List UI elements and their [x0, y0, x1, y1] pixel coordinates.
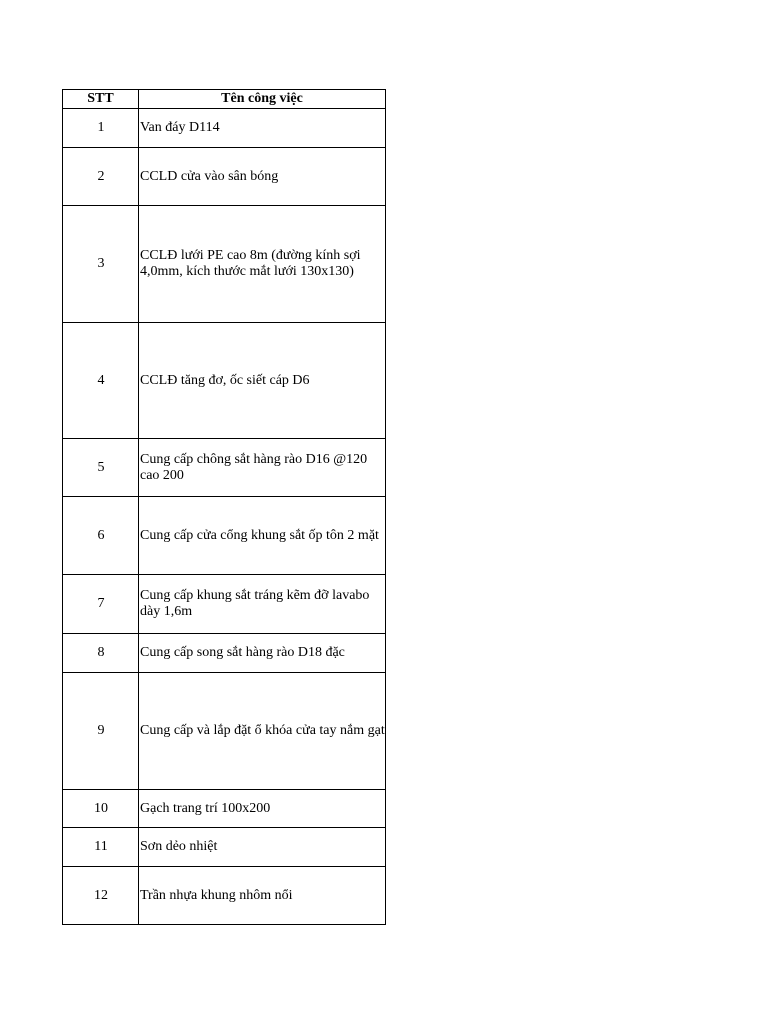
table-row [63, 790, 386, 828]
stt-cell: 5 [63, 439, 139, 497]
stt-cell: 4 [63, 323, 139, 439]
table-row [63, 323, 386, 439]
work-items-table [62, 89, 386, 925]
stt-cell: 9 [63, 673, 139, 790]
spreadsheet-page [62, 89, 385, 925]
header-name: Tên công việc [139, 90, 386, 109]
stt-cell: 2 [63, 148, 139, 206]
table-row [63, 148, 386, 206]
stt-cell: 8 [63, 634, 139, 673]
stt-cell: 6 [63, 497, 139, 575]
work-name-cell: Cung cấp khung sắt tráng kẽm đỡ lavabo dày 1,6m [139, 575, 386, 634]
table-row [63, 575, 386, 634]
header-stt: STT [63, 90, 139, 109]
stt-cell: 1 [63, 109, 139, 148]
stt-cell: 11 [63, 828, 139, 867]
table-row [63, 828, 386, 867]
work-name-cell: Gạch trang trí 100x200 [139, 790, 386, 828]
table-row [63, 439, 386, 497]
work-name-cell: Cung cấp song sắt hàng rào D18 đặc [139, 634, 386, 673]
table-row [63, 109, 386, 148]
work-name-cell: Van đáy D114 [139, 109, 386, 148]
stt-cell: 7 [63, 575, 139, 634]
work-name-cell: Sơn dẻo nhiệt [139, 828, 386, 867]
table-row [63, 634, 386, 673]
table-row [63, 673, 386, 790]
header-row [63, 90, 386, 109]
work-name-cell: Trần nhựa khung nhôm nổi [139, 867, 386, 925]
work-name-cell: Cung cấp chông sắt hàng rào D16 @120 cao 200 [139, 439, 386, 497]
work-name-cell: Cung cấp cửa cổng khung sắt ốp tôn 2 mặt [139, 497, 386, 575]
work-name-cell: CCLĐ tăng đơ, ốc siết cáp D6 [139, 323, 386, 439]
table-row [63, 206, 386, 323]
work-name-cell: CCLĐ lưới PE cao 8m (đường kính sợi 4,0mm, kích thước mắt lưới 130x130) [139, 206, 386, 323]
table-row [63, 867, 386, 925]
stt-cell: 10 [63, 790, 139, 828]
stt-cell: 12 [63, 867, 139, 925]
stt-cell: 3 [63, 206, 139, 323]
work-name-cell: CCLD cửa vào sân bóng [139, 148, 386, 206]
table-row [63, 497, 386, 575]
work-name-cell: Cung cấp và lắp đặt ổ khóa cửa tay nắm gạt [139, 673, 386, 790]
